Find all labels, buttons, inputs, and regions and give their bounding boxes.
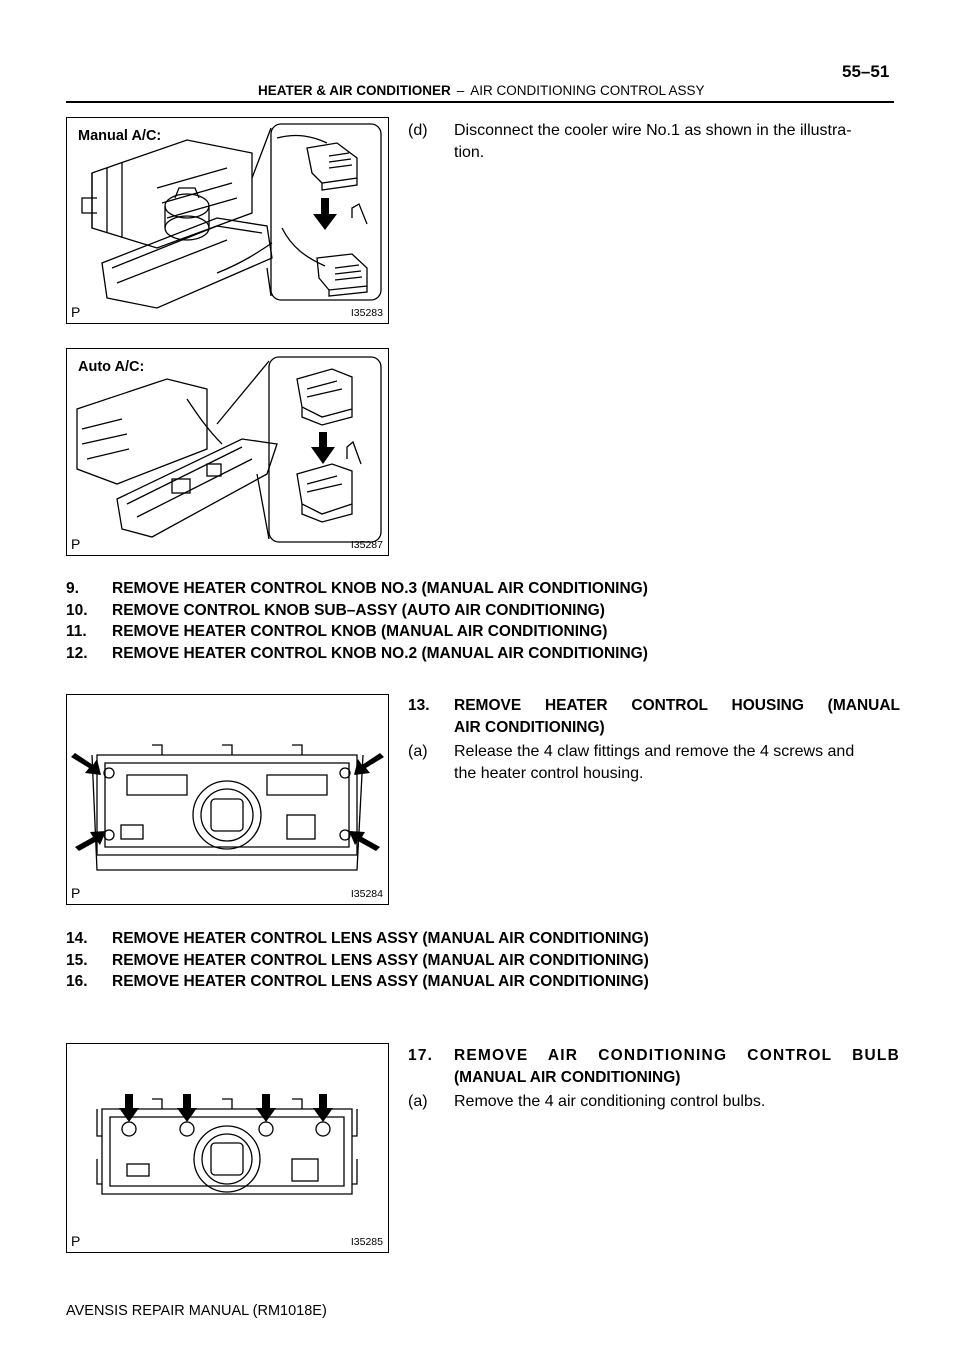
figure-p-mark: P [71,536,81,552]
step-marker: (a) [408,743,428,760]
figure-manual-ac [66,117,389,324]
step-number: 16. [66,973,88,990]
step-11 [66,621,926,643]
step-text: REMOVE AIR CONDITIONING CONTROL BULB [454,1047,900,1064]
figure-p-mark: P [71,885,81,901]
connector-illustration-manual [67,118,388,323]
bulbs-illustration [67,1044,388,1252]
page-number: 55–51 [842,62,890,81]
step-14 [66,928,926,950]
figure-code: I35284 [350,888,383,900]
step-12 [66,643,926,665]
step-number: 17. [408,1047,434,1064]
header-subsection: AIR CONDITIONING CONTROL ASSY [470,83,705,98]
step-number: 12. [66,644,88,662]
step-number: 11. [66,623,87,640]
step-text-cont: tion. [454,144,485,161]
footer-manual-id: AVENSIS REPAIR MANUAL (RM1018E) [66,1303,327,1319]
figure-code: I35287 [350,539,383,551]
step-17 [408,1045,900,1113]
step-9 [66,578,926,600]
header-rule [66,101,894,103]
figure-heater-control-housing [66,694,389,905]
connector-illustration-auto [67,349,388,555]
step-13 [408,695,900,785]
running-header [258,83,705,98]
figure-code: I35283 [350,307,383,319]
step-text: REMOVE HEATER CONTROL KNOB (MANUAL AIR CONDITIONING) [112,623,608,640]
step-text: REMOVE HEATER CONTROL HOUSING (MANUAL [454,697,900,714]
step-text: Remove the 4 air conditioning control bulbs. [454,1093,766,1110]
step-text: REMOVE HEATER CONTROL LENS ASSY (MANUAL AIR CONDITIONING) [112,973,649,990]
figure-label: Auto A/C: [78,359,145,375]
step-text: REMOVE HEATER CONTROL KNOB NO.2 (MANUAL AIR CONDITIONING) [112,644,648,662]
step-text: REMOVE HEATER CONTROL LENS ASSY (MANUAL AIR CONDITIONING) [112,930,649,947]
steps-9-12 [66,578,926,664]
header-separator: – [456,83,465,98]
step-d [408,120,900,164]
step-number: 15. [66,951,88,969]
steps-14-16 [66,928,926,993]
step-text: Release the 4 claw fittings and remove the 4 screws and [454,743,855,760]
step-marker: (d) [408,122,428,139]
step-text: REMOVE HEATER CONTROL LENS ASSY (MANUAL AIR CONDITIONING) [112,951,649,969]
figure-p-mark: P [71,1233,81,1249]
step-number: 9. [66,580,79,597]
step-10 [66,600,926,622]
step-marker: (a) [408,1093,428,1110]
header-section: HEATER & AIR CONDITIONER [258,83,451,98]
step-text: Disconnect the cooler wire No.1 as shown in the illustra- [454,122,852,139]
step-number: 10. [66,601,88,619]
step-text-cont: the heater control housing. [454,765,644,782]
figure-auto-ac [66,348,389,556]
step-text: REMOVE HEATER CONTROL KNOB NO.3 (MANUAL AIR CONDITIONING) [112,580,648,597]
step-16 [66,971,926,993]
step-text: REMOVE CONTROL KNOB SUB–ASSY (AUTO AIR CONDITIONING) [112,601,605,619]
figure-code: I35285 [350,1236,383,1248]
figure-p-mark: P [71,304,81,320]
figure-control-bulbs [66,1043,389,1253]
step-text-cont: AIR CONDITIONING) [454,718,605,736]
step-text-cont: (MANUAL AIR CONDITIONING) [454,1068,681,1086]
step-15 [66,950,926,972]
housing-illustration [67,695,388,904]
figure-label: Manual A/C: [78,128,162,144]
step-number: 13. [408,697,430,714]
step-number: 14. [66,930,88,947]
